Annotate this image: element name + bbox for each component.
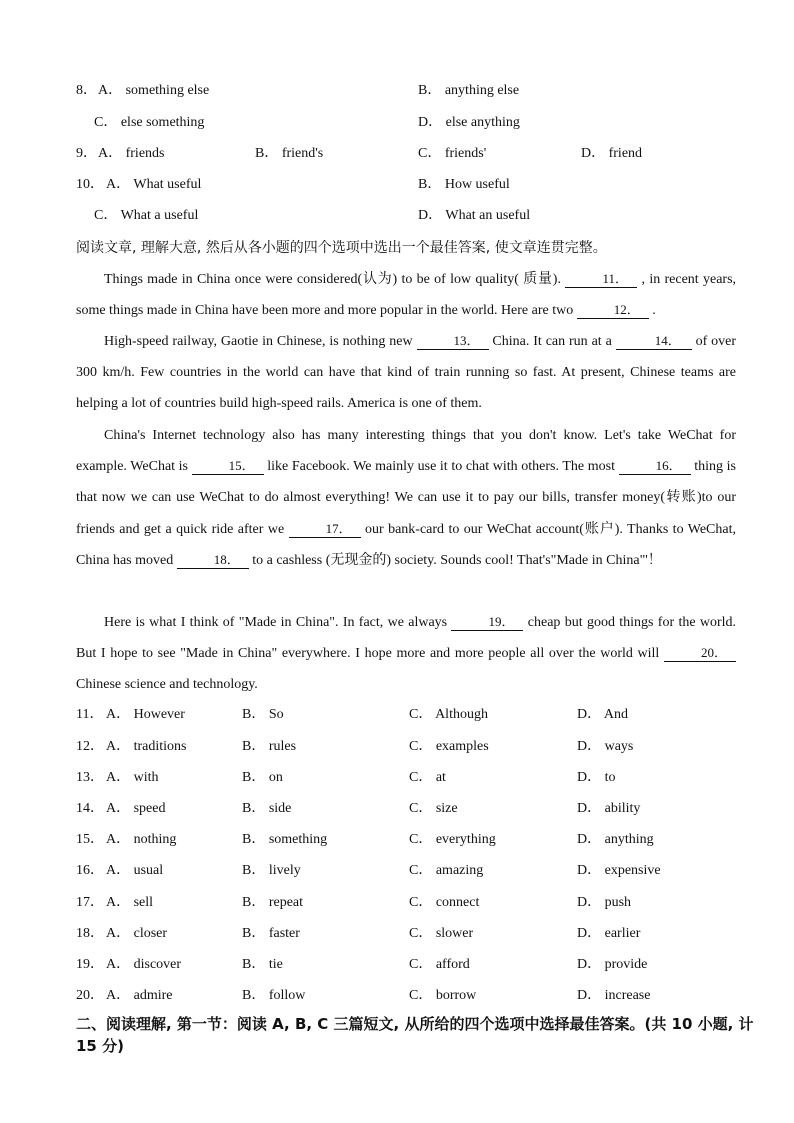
passage-paragraph-2 bbox=[76, 326, 736, 420]
option-c: C． size bbox=[409, 801, 458, 816]
passage-text: Chinese science and technology. bbox=[76, 677, 258, 693]
option-b: B． tie bbox=[242, 957, 283, 972]
option-d: D． to bbox=[577, 770, 616, 785]
passage-paragraph-3 bbox=[76, 420, 736, 576]
passage-text: like Facebook. We mainly use it to chat with others. The most bbox=[267, 459, 615, 475]
options-17 bbox=[76, 893, 736, 913]
question-number: 13． bbox=[76, 770, 104, 785]
question-8 bbox=[76, 81, 736, 101]
question-number: 19． bbox=[76, 957, 104, 972]
option-a: A． with bbox=[106, 770, 159, 785]
options-14 bbox=[76, 799, 736, 819]
blank-20: 20． bbox=[664, 645, 736, 662]
question-number: 8． bbox=[76, 83, 97, 98]
option-d: D． anything bbox=[577, 832, 654, 847]
blank-17: 17． bbox=[289, 521, 361, 538]
option-b: B． lively bbox=[242, 863, 301, 878]
passage-text: China's Internet technology also has many interesting things that you don't know. Let's take WeChat for example. WeChat is bbox=[76, 428, 736, 475]
question-10-row2 bbox=[76, 206, 736, 226]
option-b: B． friend's bbox=[255, 146, 324, 161]
question-10 bbox=[76, 175, 736, 195]
option-d: D． earlier bbox=[577, 926, 641, 941]
cloze-instruction: 阅读文章, 理解大意, 然后从各小题的四个选项中选出一个最佳答案, 使文章连贯完整。 bbox=[76, 240, 607, 256]
option-a: A． discover bbox=[106, 957, 182, 972]
question-9 bbox=[76, 144, 736, 164]
options-16 bbox=[76, 861, 736, 881]
passage-text: thing is that now we can use WeChat to do almost everything! We can use it to pay our bills, transfer money(转账)to our friends and get a quick ride after we bbox=[76, 459, 736, 537]
passage-text: China. It can run at a bbox=[492, 334, 612, 349]
option-c: C． else something bbox=[94, 115, 205, 130]
passage-text: cheap but good things for the world. But I hope to see "Made in China" everywhere. I hope more and more people all over the world will bbox=[76, 615, 737, 662]
section-heading: 二、阅读理解, 第一节：阅读 A, B, C 三篇短文, 从所给的四个选项中选择最佳答案。(共 10 小题, 计 15 分) bbox=[76, 1015, 754, 1055]
option-a: A． sell bbox=[106, 895, 154, 910]
option-d: D． friend bbox=[581, 146, 643, 161]
option-b: B． side bbox=[242, 801, 292, 816]
passage-text: , in recent years, some things made in China have been more and more popular in the world. Here are two bbox=[76, 272, 737, 319]
option-b: B． follow bbox=[242, 988, 306, 1003]
option-c: C． Although bbox=[409, 707, 488, 722]
option-d: D． push bbox=[577, 895, 632, 910]
blank-16: 16． bbox=[619, 458, 691, 475]
question-number: 16． bbox=[76, 863, 104, 878]
option-d: D． expensive bbox=[577, 863, 661, 878]
question-number: 12． bbox=[76, 739, 104, 754]
question-number: 17． bbox=[76, 895, 104, 910]
passage-paragraph-4 bbox=[76, 607, 736, 701]
option-a: A． something else bbox=[98, 83, 210, 98]
option-c: C． connect bbox=[409, 895, 480, 910]
option-d: D． provide bbox=[577, 957, 648, 972]
question-number: 9． bbox=[76, 146, 97, 161]
option-c: C． friends' bbox=[418, 146, 487, 161]
option-d: D． else anything bbox=[418, 115, 520, 130]
option-c: C． slower bbox=[409, 926, 474, 941]
option-c: C． What a useful bbox=[94, 208, 199, 223]
option-a: A． friends bbox=[98, 146, 165, 161]
option-c: C． examples bbox=[409, 739, 489, 754]
option-b: B． So bbox=[242, 707, 284, 722]
option-d: D． ability bbox=[577, 801, 641, 816]
question-number: 11． bbox=[76, 707, 104, 722]
passage-text: Here is what I think of "Made in China". In fact, we always bbox=[104, 615, 448, 630]
option-a: A． usual bbox=[106, 863, 164, 878]
blank-12: 12． bbox=[577, 302, 649, 319]
option-b: B． repeat bbox=[242, 895, 304, 910]
option-b: B． on bbox=[242, 770, 283, 785]
option-a: A． What useful bbox=[106, 177, 202, 192]
option-d: D． ways bbox=[577, 739, 634, 754]
blank-19: 19． bbox=[451, 614, 523, 631]
passage-text: to a cashless (无现金的) society. Sounds cool! That's"Made in China"'！ bbox=[252, 552, 662, 568]
option-c: C． at bbox=[409, 770, 446, 785]
option-b: B． faster bbox=[242, 926, 300, 941]
options-18 bbox=[76, 924, 736, 944]
option-c: C． afford bbox=[409, 957, 470, 972]
question-number: 18． bbox=[76, 926, 104, 941]
option-a: A． traditions bbox=[106, 739, 187, 754]
option-d: D． increase bbox=[577, 988, 651, 1003]
blank-15: 15． bbox=[192, 458, 264, 475]
option-d: D． What an useful bbox=[418, 208, 531, 223]
option-a: A． speed bbox=[106, 801, 166, 816]
blank-14: 14． bbox=[616, 333, 692, 350]
blank-13: 13． bbox=[417, 333, 489, 350]
passage-text: . bbox=[652, 303, 656, 319]
question-number: 14． bbox=[76, 801, 104, 816]
option-c: C． everything bbox=[409, 832, 496, 847]
option-a: A． admire bbox=[106, 988, 173, 1003]
option-c: C． borrow bbox=[409, 988, 477, 1003]
option-b: B． rules bbox=[242, 739, 297, 754]
blank-11: 11． bbox=[565, 271, 637, 288]
option-c: C． amazing bbox=[409, 863, 484, 878]
option-b: B． anything else bbox=[418, 83, 520, 98]
passage-text: our bank-card to our WeChat account(账户). Thanks to WeChat, China has moved bbox=[76, 521, 736, 568]
option-d: D． And bbox=[577, 707, 628, 722]
option-a: A． nothing bbox=[106, 832, 177, 847]
options-19 bbox=[76, 955, 736, 975]
passage-paragraph-1 bbox=[76, 264, 736, 326]
passage-text: Things made in China once were considered(认为) to be of low quality( 质量). bbox=[104, 272, 561, 287]
passage-text: High-speed railway, Gaotie in Chinese, is nothing new bbox=[104, 334, 413, 349]
options-12 bbox=[76, 737, 736, 757]
option-a: A． However bbox=[106, 707, 185, 722]
option-b: B． something bbox=[242, 832, 328, 847]
passage-text: of over 300 km/h. Few countries in the world can have that kind of train running so fast. At present, Chinese teams are helping a lot of countries build high-speed rails. America is one of them. bbox=[76, 334, 737, 412]
question-number: 20． bbox=[76, 988, 104, 1003]
blank-18: 18． bbox=[177, 552, 249, 569]
option-a: A． closer bbox=[106, 926, 168, 941]
options-15 bbox=[76, 830, 736, 850]
question-8-row2 bbox=[76, 113, 736, 133]
options-13 bbox=[76, 768, 736, 788]
options-11 bbox=[76, 705, 736, 725]
question-number: 10． bbox=[76, 177, 104, 192]
question-number: 15． bbox=[76, 832, 104, 847]
option-b: B． How useful bbox=[418, 177, 510, 192]
options-20 bbox=[76, 986, 736, 1006]
